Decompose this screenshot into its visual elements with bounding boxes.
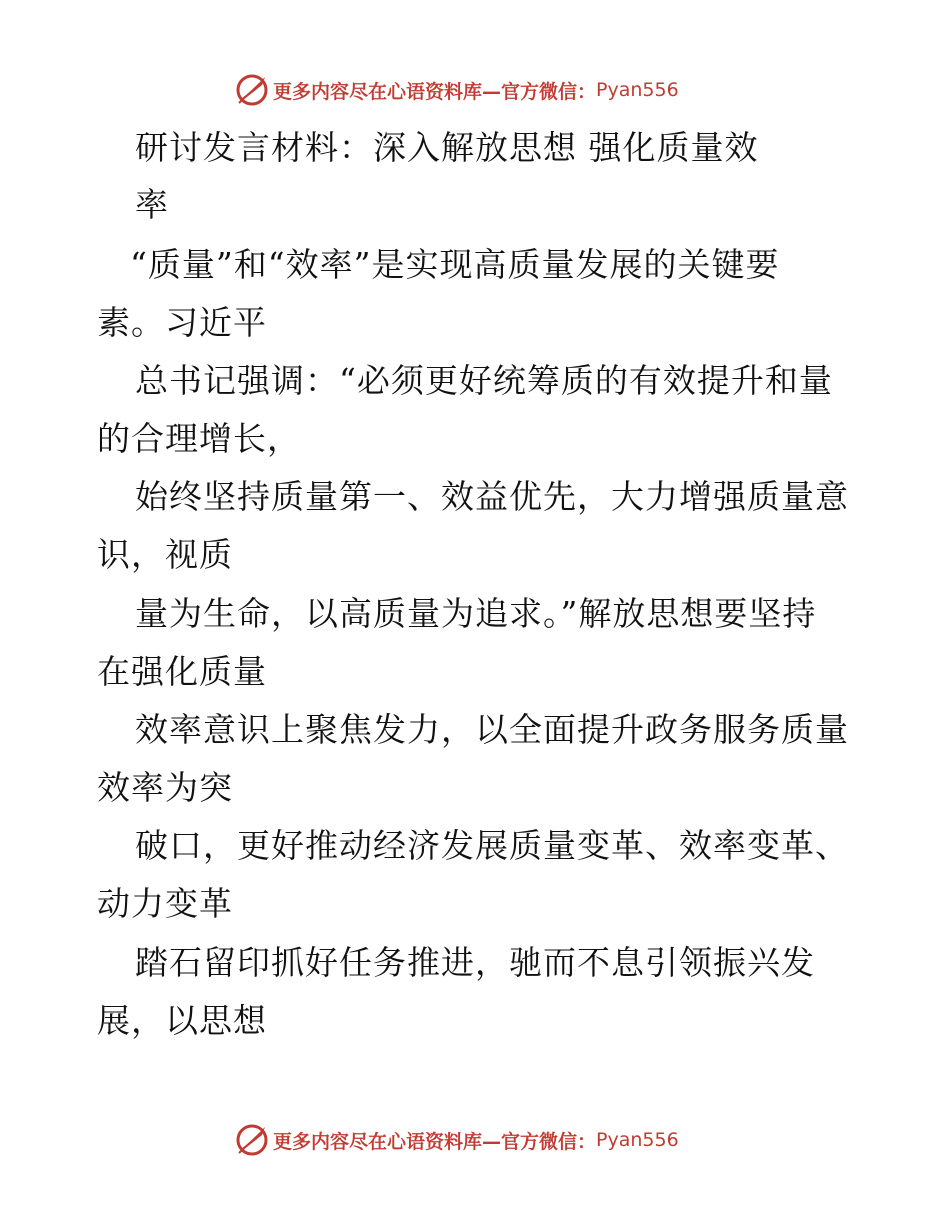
footer-banner [235,1122,715,1158]
text-line: “质量”和“效率”是实现高质量发展的关键要 [130,245,780,284]
text-line: 效率为突 [97,768,233,807]
text-line: 始终坚持质量第一、效益优先，大力增强质量意 [135,477,849,516]
banner-text: 更多内容尽在心语资料库—官方微信： [273,80,597,103]
text-line: 展，以思想 [97,1001,267,1040]
text-line: 的合理增长， [97,419,301,458]
text-line: 率 [135,185,169,224]
text-line: 识，视质 [97,535,233,574]
text-line: 研讨发言材料：深入解放思想 强化质量效 [135,128,759,167]
header-banner [235,72,715,108]
banner-wechat-id: Pyan556 [596,1129,679,1151]
text-line: 动力变革 [97,884,233,923]
text-line: 效率意识上聚焦发力，以全面提升政务服务质量 [135,710,849,749]
text-line: 总书记强调：“必须更好统筹质的有效提升和量 [135,361,833,400]
banner-wechat-id: Pyan556 [596,79,679,101]
banner-text: 更多内容尽在心语资料库—官方微信： [273,1130,597,1153]
text-line: 量为生命，以高质量为追求。”解放思想要坚持 [135,594,817,633]
text-line: 破口，更好推动经济发展质量变革、效率变革、 [135,826,849,865]
quill-logo-icon [235,73,269,107]
text-line: 在强化质量 [97,652,267,691]
text-line: 素。习近平 [97,303,267,342]
text-line: 踏石留印抓好任务推进，驰而不息引领振兴发 [135,943,815,982]
quill-logo-icon [235,1123,269,1157]
